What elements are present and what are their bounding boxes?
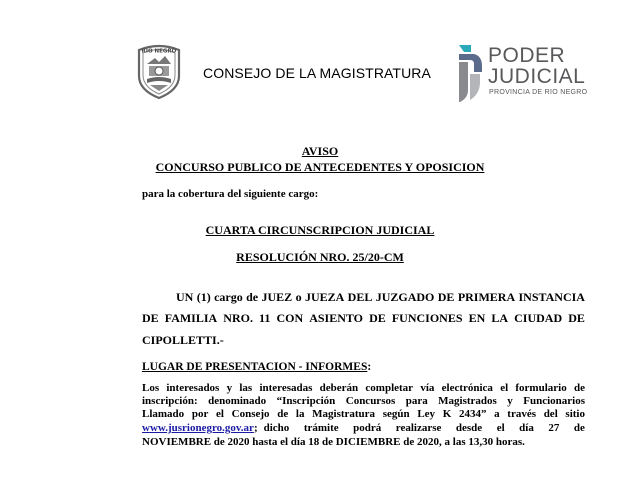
word: de <box>277 408 289 420</box>
word: FAMILIA <box>164 311 218 325</box>
lugar-heading-text: LUGAR DE PRESENTACION - INFORMES <box>142 361 368 373</box>
word: podrá <box>353 422 382 434</box>
word: DE <box>437 290 455 304</box>
lugar-heading <box>142 361 371 373</box>
word: vía <box>420 382 435 394</box>
word: INSTANCIA <box>518 290 585 304</box>
word: CON <box>276 311 304 325</box>
paragraph-line-1 <box>142 382 585 395</box>
word: EN <box>468 311 486 325</box>
paragraph-line-4 <box>142 422 585 435</box>
poder-judicial-logo <box>456 42 596 104</box>
word: la <box>295 408 305 420</box>
word: cargo <box>214 290 243 304</box>
word: Magistratura <box>312 408 376 420</box>
notice-aviso: AVISO <box>301 144 339 158</box>
word: de <box>246 290 259 304</box>
word: interesadas <box>259 382 313 394</box>
word: PRIMERA <box>457 290 516 304</box>
word: día <box>519 422 534 434</box>
council-title: CONSEJO DE LA MAGISTRATURA <box>203 65 431 81</box>
word: Ley <box>417 408 436 420</box>
word: formulario <box>515 382 567 394</box>
word: K <box>442 408 452 420</box>
word: (1) <box>196 290 211 304</box>
word: ASIENTO <box>309 311 364 325</box>
word: Los <box>142 382 160 394</box>
word: de <box>573 382 585 394</box>
cargo-line-3: CIPOLLETTI.- <box>142 333 224 347</box>
jusrionegro-link-text[interactable]: www.jusrionegro.gov.ar <box>142 422 254 434</box>
word: trámite <box>303 422 339 434</box>
paragraph-line-3 <box>142 408 585 421</box>
word: por <box>191 408 209 420</box>
paragraph-line-2 <box>142 395 585 408</box>
word: UN <box>176 290 194 304</box>
word: DE <box>568 311 585 325</box>
word: NRO. <box>223 311 253 325</box>
word: denominado <box>208 395 267 407</box>
word: CIUDAD <box>514 311 563 325</box>
word: Funcionarios <box>523 395 585 407</box>
word: LA <box>491 311 509 325</box>
word: JUEZA <box>304 290 345 304</box>
word: electrónica <box>441 382 493 394</box>
notice-cobertura: para la cobertura del siguiente cargo: <box>142 188 319 200</box>
word: “Inscripción <box>276 395 336 407</box>
word: Magistrados <box>438 395 497 407</box>
word: DE <box>142 311 159 325</box>
word: para <box>405 395 428 407</box>
word: inscripción: <box>142 395 198 407</box>
svg-text:RIO NEGRO: RIO NEGRO <box>141 48 177 55</box>
word: el <box>216 408 224 420</box>
document-header <box>0 0 640 115</box>
word: de <box>573 422 585 434</box>
word: las <box>239 382 253 394</box>
word: completar <box>365 382 414 394</box>
jusrionegro-link[interactable]: www.jusrionegro.gov.ar; <box>142 422 258 434</box>
word: el <box>496 422 505 434</box>
word: a <box>494 408 500 420</box>
word: y <box>507 395 513 407</box>
word: realizarse <box>395 422 442 434</box>
word: según <box>382 408 410 420</box>
notice-circunscripcion: CUARTA CIRCUNSCRIPCION JUDICIAL <box>205 223 435 237</box>
word: interesados <box>166 382 220 394</box>
paragraph-line-4-rest <box>264 422 585 435</box>
word: DEL <box>347 290 373 304</box>
word: JUEZ <box>261 290 293 304</box>
word: DE <box>369 311 386 325</box>
word: del <box>543 408 558 420</box>
poder-judicial-mark-icon <box>456 42 486 104</box>
word: el <box>500 382 509 394</box>
logo-line-poder: PODER <box>488 44 566 67</box>
notice-concurso-title: CONCURSO PUBLICO DE ANTECEDENTES Y OPOSICION <box>155 160 485 174</box>
word: o <box>295 290 302 304</box>
word: dicho <box>263 422 290 434</box>
logo-line-judicial: JUDICIAL <box>488 65 586 88</box>
word: 11 <box>259 311 271 325</box>
word: 27 <box>548 422 560 434</box>
word: Concursos <box>345 395 396 407</box>
word: JUZGADO <box>375 290 435 304</box>
rio-negro-seal-icon <box>133 42 185 100</box>
word: través <box>507 408 537 420</box>
cargo-line-2 <box>142 311 585 326</box>
word: sitio <box>565 408 585 420</box>
word: 2434” <box>458 408 487 420</box>
word: desde <box>455 422 483 434</box>
word: deberán <box>319 382 359 394</box>
notice-resolucion: RESOLUCIÓN NRO. 25/20-CM <box>236 250 404 264</box>
paragraph-line-5: NOVIEMBRE de 2020 hasta el día 18 de DICIEMBRE de 2020, a las 13,30 horas. <box>142 436 525 448</box>
word: FUNCIONES <box>391 311 463 325</box>
word: y <box>226 382 233 394</box>
cargo-line-1 <box>142 290 585 305</box>
word: Consejo <box>231 408 270 420</box>
logo-line-provincia: PROVINCIA DE RIO NEGRO <box>489 89 588 96</box>
word: Llamado <box>142 408 185 420</box>
lugar-heading-colon: : <box>367 361 372 373</box>
